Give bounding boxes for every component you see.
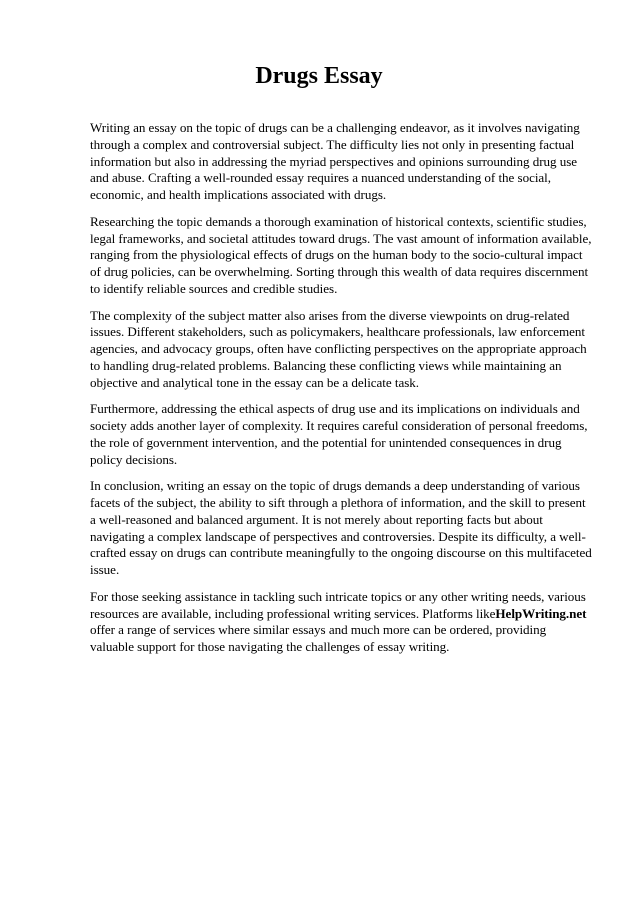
paragraph-intro: Writing an essay on the topic of drugs can be a challenging endeavor, as it involves navigating through a complex and controversial subject. The difficulty lies not only in presenting factual information but also in addressing the myriad perspectives and opinions surrounding drug use and abuse. Crafting a well-rounded essay requires a nuanced understanding of the social, economic, and health implications associated with drugs. [90, 120, 580, 202]
paragraph-assistance [90, 589, 592, 656]
assistance-text-after: offer a range of services where similar essays and much more can be ordered, providing valuable support for those navigating the challenges of essay writing. [90, 622, 547, 654]
paragraph-complexity: The complexity of the subject matter also arises from the diverse viewpoints on drug-related issues. Different stakeholders, such as policymakers, healthcare professionals, law enforcement agencies, and advocacy groups, often have conflicting perspectives on the appropriate approach to handling drug-related problems. Balancing these conflicting views while maintaining an objective and analytical tone in the essay can be a delicate task. [90, 307, 587, 390]
document-body [90, 120, 592, 666]
helpwriting-service-name: HelpWriting.net [495, 605, 587, 621]
paragraph-ethics: Furthermore, addressing the ethical aspects of drug use and its implications on individuals and society adds another layer of complexity. It requires careful consideration of personal freedoms, the role of government intervention, and the potential for unintended consequences in drug policy decisions. [90, 401, 588, 467]
assistance-text-before: For those seeking assistance in tackling such intricate topics or any other writing needs, various resources are available, including professional writing services. Platforms like [90, 588, 586, 621]
paragraph-conclusion: In conclusion, writing an essay on the topic of drugs demands a deep understanding of various facets of the subject, the ability to sift through a plethora of information, and the skill to present a well-reasoned and balanced argument. It is not merely about reporting facts but about navigating a complex landscape of perspectives and controversies. Despite its difficulty, a well-crafted essay on drugs can contribute meaningfully to the ongoing discourse on this multifaceted issue. [90, 478, 592, 577]
paragraph-research: Researching the topic demands a thorough examination of historical contexts, scientific studies, legal frameworks, and societal attitudes toward drugs. The vast amount of information available, ranging from the physiological effects of drugs on the human body to the socio-cultural impact of drug policies, can be overwhelming. Sorting through this wealth of data requires discernment to identify reliable sources and credible studies. [90, 213, 592, 296]
document-title: Drugs Essay [255, 63, 383, 89]
